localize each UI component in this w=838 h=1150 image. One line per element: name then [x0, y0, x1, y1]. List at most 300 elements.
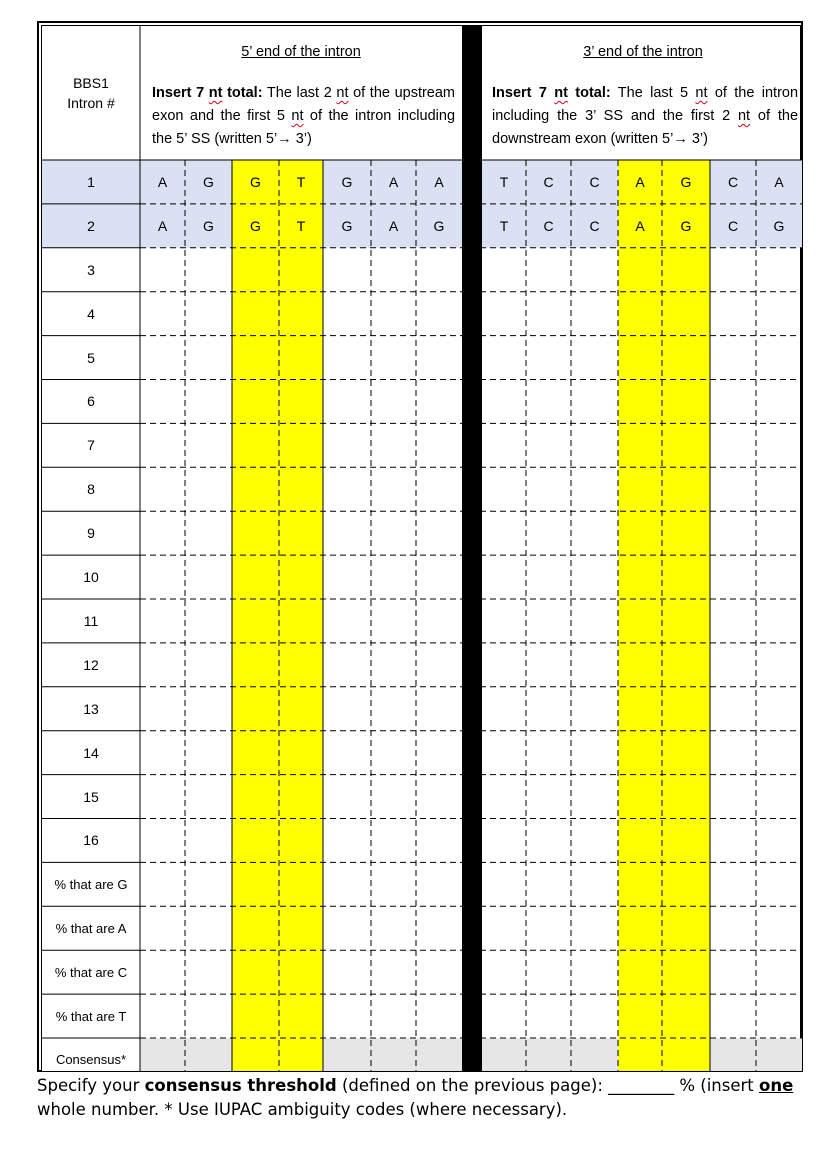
five-prime-nucleotide-cell[interactable]	[232, 555, 279, 599]
five-prime-nucleotide-cell[interactable]	[323, 687, 371, 731]
five-prime-nucleotide-cell: A	[157, 217, 168, 234]
five-prime-nucleotide-cell: A	[388, 217, 399, 234]
five-prime-nucleotide-cell[interactable]	[371, 248, 416, 292]
five-prime-nucleotide-cell[interactable]	[185, 336, 232, 380]
three-prime-nucleotide-cell[interactable]	[571, 775, 618, 819]
five-prime-nucleotide-cell[interactable]	[323, 731, 371, 775]
five-prime-nucleotide-cell[interactable]	[279, 292, 323, 336]
instruction-bold-total: total:	[222, 85, 263, 101]
three-prime-nucleotide-cell[interactable]	[526, 248, 571, 292]
worksheet-table	[37, 21, 803, 1072]
three-prime-nucleotide-cell: A	[635, 217, 645, 234]
five-prime-nucleotide-cell[interactable]	[185, 380, 232, 424]
five-prime-nucleotide-cell[interactable]	[323, 862, 371, 906]
five-prime-nucleotide-cell[interactable]	[323, 248, 371, 292]
three-prime-nucleotide-cell[interactable]	[571, 423, 618, 467]
five-prime-nucleotide-cell[interactable]	[232, 731, 279, 775]
three-prime-nucleotide-cell[interactable]	[756, 643, 802, 687]
five-prime-nucleotide-cell[interactable]	[323, 336, 371, 380]
row-label: 8	[87, 481, 95, 498]
three-prime-nucleotide-cell[interactable]	[482, 467, 526, 511]
instruction-text: of the downstream exon (written 5’→ 3’)	[492, 108, 799, 147]
three-prime-nucleotide-cell[interactable]	[710, 380, 756, 424]
three-prime-nucleotide-cell[interactable]	[756, 775, 802, 819]
five-prime-nucleotide-cell[interactable]	[279, 862, 323, 906]
three-prime-nucleotide-cell[interactable]	[571, 731, 618, 775]
three-prime-nucleotide-cell[interactable]	[571, 511, 618, 555]
three-prime-nucleotide-cell[interactable]	[662, 248, 710, 292]
five-prime-nucleotide-cell: G	[433, 217, 445, 234]
three-prime-nucleotide-cell[interactable]	[571, 906, 618, 950]
five-prime-nucleotide-cell[interactable]	[232, 292, 279, 336]
three-prime-nucleotide-cell[interactable]	[618, 731, 662, 775]
three-prime-nucleotide-cell[interactable]	[571, 467, 618, 511]
footer-text: Specify your	[37, 1076, 145, 1095]
three-prime-nucleotide-cell[interactable]	[571, 336, 618, 380]
five-prime-nucleotide-cell[interactable]	[232, 994, 279, 1038]
three-prime-nucleotide-cell[interactable]	[618, 775, 662, 819]
five-prime-nucleotide-cell[interactable]	[185, 775, 232, 819]
five-prime-nucleotide-cell[interactable]	[140, 862, 185, 906]
three-prime-nucleotide-cell: A	[635, 173, 645, 190]
five-prime-nucleotide-cell[interactable]	[416, 731, 462, 775]
three-prime-nucleotide-cell[interactable]	[526, 643, 571, 687]
five-prime-nucleotide-cell[interactable]	[416, 775, 462, 819]
three-prime-nucleotide-cell[interactable]	[482, 950, 526, 994]
instruction-bold: Insert 7	[492, 85, 555, 101]
five-prime-nucleotide-cell[interactable]	[371, 775, 416, 819]
row-label: 9	[87, 525, 95, 542]
five-prime-nucleotide-cell[interactable]	[416, 380, 462, 424]
three-prime-nucleotide-cell[interactable]	[756, 380, 802, 424]
three-prime-nucleotide-cell[interactable]	[756, 511, 802, 555]
five-prime-nucleotide-cell[interactable]	[416, 423, 462, 467]
five-prime-nucleotide-cell[interactable]	[140, 248, 185, 292]
three-prime-nucleotide-cell[interactable]	[710, 643, 756, 687]
three-prime-nucleotide-cell[interactable]	[662, 292, 710, 336]
five-prime-nucleotide-cell[interactable]	[323, 819, 371, 863]
three-prime-nucleotide-cell[interactable]	[756, 555, 802, 599]
row-label: 2	[87, 217, 95, 234]
three-prime-nucleotide-cell[interactable]	[482, 248, 526, 292]
three-prime-nucleotide-cell[interactable]	[756, 467, 802, 511]
five-prime-nucleotide-cell[interactable]	[232, 423, 279, 467]
three-prime-nucleotide-cell[interactable]	[526, 906, 571, 950]
five-prime-nucleotide-cell[interactable]	[185, 599, 232, 643]
five-prime-nucleotide-cell[interactable]	[232, 687, 279, 731]
three-prime-nucleotide-cell[interactable]	[662, 423, 710, 467]
three-prime-nucleotide-cell[interactable]	[710, 950, 756, 994]
three-prime-nucleotide-cell[interactable]	[618, 950, 662, 994]
three-prime-nucleotide-cell[interactable]	[710, 731, 756, 775]
five-prime-nucleotide-cell[interactable]	[185, 292, 232, 336]
three-prime-nucleotide-cell: A	[774, 173, 784, 190]
three-prime-nucleotide-cell[interactable]	[662, 336, 710, 380]
three-prime-nucleotide-cell[interactable]	[571, 687, 618, 731]
five-prime-nucleotide-cell[interactable]	[185, 643, 232, 687]
five-prime-nucleotide-cell[interactable]	[371, 950, 416, 994]
three-prime-nucleotide-cell[interactable]	[482, 643, 526, 687]
five-prime-nucleotide-cell: G	[341, 173, 353, 190]
three-prime-nucleotide-cell[interactable]	[482, 599, 526, 643]
five-prime-nucleotide-cell[interactable]	[185, 248, 232, 292]
instruction-bold-total: total:	[567, 85, 611, 101]
five-prime-nucleotide-cell[interactable]	[371, 292, 416, 336]
five-prime-nucleotide-cell[interactable]	[185, 819, 232, 863]
three-prime-nucleotide-cell[interactable]	[756, 731, 802, 775]
five-prime-nucleotide-cell[interactable]	[416, 819, 462, 863]
three-prime-nucleotide-cell[interactable]	[526, 599, 571, 643]
five-prime-nucleotide-cell[interactable]	[323, 643, 371, 687]
three-prime-nucleotide-cell[interactable]	[482, 906, 526, 950]
five-prime-nucleotide-cell[interactable]	[140, 292, 185, 336]
three-prime-nucleotide-cell[interactable]	[662, 599, 710, 643]
three-prime-nucleotide-cell[interactable]	[710, 555, 756, 599]
three-prime-nucleotide-cell[interactable]	[618, 511, 662, 555]
three-prime-nucleotide-cell[interactable]	[710, 336, 756, 380]
three-prime-nucleotide-cell[interactable]	[618, 380, 662, 424]
three-prime-nucleotide-cell: G	[680, 217, 692, 234]
five-prime-nucleotide-cell[interactable]	[323, 599, 371, 643]
three-prime-nucleotide-cell[interactable]	[756, 423, 802, 467]
three-prime-nucleotide-cell[interactable]	[526, 819, 571, 863]
five-prime-nucleotide-cell[interactable]	[232, 248, 279, 292]
three-prime-nucleotide-cell[interactable]	[710, 994, 756, 1038]
five-prime-nucleotide-cell[interactable]	[371, 555, 416, 599]
five-prime-nucleotide-cell[interactable]	[371, 511, 416, 555]
five-prime-nucleotide-cell[interactable]	[279, 775, 323, 819]
three-prime-nucleotide-cell[interactable]	[756, 862, 802, 906]
five-prime-nucleotide-cell[interactable]	[279, 643, 323, 687]
five-prime-nucleotide-cell[interactable]	[323, 555, 371, 599]
three-prime-nucleotide-cell[interactable]	[756, 819, 802, 863]
intron-number-label: Intron #	[67, 95, 115, 111]
instruction-text: of the upstream exon and the first 5	[152, 85, 456, 124]
five-prime-nucleotide-cell[interactable]	[416, 336, 462, 380]
three-prime-nucleotide-cell: G	[773, 217, 785, 234]
five-prime-nucleotide-cell[interactable]	[232, 643, 279, 687]
five-prime-nucleotide-cell[interactable]	[279, 994, 323, 1038]
five-prime-nucleotide-cell[interactable]	[371, 862, 416, 906]
five-prime-nucleotide-cell[interactable]	[371, 423, 416, 467]
three-prime-nucleotide-cell[interactable]	[618, 555, 662, 599]
five-prime-nucleotide-cell[interactable]	[140, 511, 185, 555]
five-prime-nucleotide-cell[interactable]	[185, 467, 232, 511]
five-prime-nucleotide-cell[interactable]	[140, 599, 185, 643]
five-prime-nucleotide-cell[interactable]	[185, 731, 232, 775]
five-prime-nucleotide-cell[interactable]	[185, 994, 232, 1038]
three-prime-nucleotide-cell[interactable]	[571, 292, 618, 336]
five-prime-nucleotide-cell[interactable]	[416, 994, 462, 1038]
three-prime-nucleotide-cell[interactable]	[571, 950, 618, 994]
three-prime-nucleotide-cell[interactable]	[526, 687, 571, 731]
three-prime-nucleotide-cell[interactable]	[482, 731, 526, 775]
five-prime-nucleotide-cell[interactable]	[185, 555, 232, 599]
three-prime-nucleotide-cell: C	[589, 173, 600, 190]
five-prime-nucleotide-cell[interactable]	[416, 511, 462, 555]
three-prime-nucleotide-cell[interactable]	[618, 862, 662, 906]
footer-text: whole number. * Use IUPAC ambiguity codes (where necessary).	[37, 1100, 568, 1119]
five-prime-nucleotide-cell[interactable]	[232, 862, 279, 906]
three-prime-nucleotide-cell[interactable]	[482, 994, 526, 1038]
three-prime-nucleotide-cell: C	[727, 173, 739, 190]
five-prime-nucleotide-cell[interactable]	[140, 994, 185, 1038]
five-prime-nucleotide-cell[interactable]	[371, 731, 416, 775]
three-prime-nucleotide-cell[interactable]	[482, 336, 526, 380]
row-label: 10	[83, 569, 99, 586]
three-prime-nucleotide-cell[interactable]	[571, 555, 618, 599]
three-prime-nucleotide-cell[interactable]	[662, 687, 710, 731]
five-prime-nucleotide-cell[interactable]	[416, 555, 462, 599]
three-prime-nucleotide-cell[interactable]	[756, 994, 802, 1038]
three-prime-nucleotide-cell[interactable]	[618, 336, 662, 380]
five-prime-nucleotide-cell[interactable]	[185, 511, 232, 555]
footer-bold-one: one	[759, 1076, 794, 1095]
three-prime-nucleotide-cell[interactable]	[526, 950, 571, 994]
three-prime-nucleotide-cell[interactable]	[526, 511, 571, 555]
three-prime-nucleotide-cell[interactable]	[710, 599, 756, 643]
five-prime-nucleotide-cell[interactable]	[279, 906, 323, 950]
five-prime-nucleotide-cell[interactable]	[140, 950, 185, 994]
nt-abbrev: nt	[291, 108, 304, 124]
three-prime-nucleotide-cell[interactable]	[756, 336, 802, 380]
row-label: 3	[87, 261, 95, 278]
three-prime-nucleotide-cell[interactable]	[482, 380, 526, 424]
three-prime-nucleotide-cell[interactable]	[710, 819, 756, 863]
five-prime-nucleotide-cell[interactable]	[416, 687, 462, 731]
five-prime-nucleotide-cell[interactable]	[323, 511, 371, 555]
row-label: 13	[83, 700, 99, 717]
three-prime-nucleotide-cell[interactable]	[618, 906, 662, 950]
five-prime-nucleotide-cell[interactable]	[416, 292, 462, 336]
three-prime-nucleotide-cell[interactable]	[662, 467, 710, 511]
three-prime-nucleotide-cell[interactable]	[662, 775, 710, 819]
three-prime-nucleotide-cell[interactable]	[482, 862, 526, 906]
three-prime-nucleotide-cell[interactable]	[618, 643, 662, 687]
three-prime-nucleotide-cell[interactable]	[482, 687, 526, 731]
three-prime-nucleotide-cell[interactable]	[571, 862, 618, 906]
five-prime-nucleotide-cell[interactable]	[279, 687, 323, 731]
three-prime-nucleotide-cell[interactable]	[662, 643, 710, 687]
five-prime-nucleotide-cell[interactable]	[140, 775, 185, 819]
three-prime-nucleotide-cell[interactable]	[482, 775, 526, 819]
five-prime-nucleotide-cell[interactable]	[279, 423, 323, 467]
five-prime-nucleotide-cell[interactable]	[323, 423, 371, 467]
five-prime-nucleotide-cell[interactable]	[371, 380, 416, 424]
three-prime-nucleotide-cell[interactable]	[756, 248, 802, 292]
five-prime-nucleotide-cell[interactable]	[279, 819, 323, 863]
five-prime-nucleotide-cell[interactable]	[279, 336, 323, 380]
three-prime-nucleotide-cell: C	[727, 217, 739, 234]
five-prime-nucleotide-cell[interactable]	[140, 731, 185, 775]
three-prime-nucleotide-cell[interactable]	[710, 906, 756, 950]
three-prime-nucleotide-cell[interactable]	[662, 819, 710, 863]
three-prime-nucleotide-cell[interactable]	[526, 423, 571, 467]
five-prime-nucleotide-cell[interactable]	[416, 862, 462, 906]
five-prime-nucleotide-cell[interactable]	[185, 687, 232, 731]
three-prime-nucleotide-cell[interactable]	[526, 555, 571, 599]
row-label: 12	[83, 656, 99, 673]
three-prime-nucleotide-cell: C	[543, 217, 554, 234]
three-prime-nucleotide-cell: T	[499, 217, 509, 234]
five-prime-nucleotide-cell[interactable]	[185, 950, 232, 994]
three-prime-nucleotide-cell[interactable]	[618, 994, 662, 1038]
three-prime-nucleotide-cell[interactable]	[662, 511, 710, 555]
five-prime-nucleotide-cell[interactable]	[371, 336, 416, 380]
five-prime-nucleotide-cell[interactable]	[323, 467, 371, 511]
five-prime-nucleotide-cell[interactable]	[416, 906, 462, 950]
five-prime-nucleotide-cell[interactable]	[232, 775, 279, 819]
table-inner-border	[41, 25, 801, 1070]
three-prime-nucleotide-cell[interactable]	[482, 292, 526, 336]
five-prime-nucleotide-cell[interactable]	[279, 731, 323, 775]
three-prime-nucleotide-cell[interactable]	[482, 423, 526, 467]
three-prime-nucleotide-cell[interactable]	[618, 687, 662, 731]
five-prime-nucleotide-cell[interactable]	[232, 380, 279, 424]
three-prime-nucleotide-cell[interactable]	[526, 862, 571, 906]
five-prime-nucleotide-cell[interactable]	[323, 994, 371, 1038]
five-prime-nucleotide-cell[interactable]	[232, 511, 279, 555]
five-prime-nucleotide-cell[interactable]	[323, 292, 371, 336]
five-prime-nucleotide-cell[interactable]	[185, 862, 232, 906]
five-prime-nucleotide-cell[interactable]	[279, 380, 323, 424]
five-prime-nucleotide-cell[interactable]	[232, 950, 279, 994]
five-prime-nucleotide-cell[interactable]	[371, 906, 416, 950]
five-prime-nucleotide-cell[interactable]	[323, 775, 371, 819]
five-prime-nucleotide-cell[interactable]	[323, 380, 371, 424]
five-prime-nucleotide-cell[interactable]	[371, 687, 416, 731]
three-prime-nucleotide-cell[interactable]	[662, 380, 710, 424]
three-prime-nucleotide-cell[interactable]	[571, 643, 618, 687]
five-prime-instruction	[152, 82, 455, 151]
three-prime-nucleotide-cell[interactable]	[571, 599, 618, 643]
five-prime-nucleotide-cell[interactable]	[416, 643, 462, 687]
three-prime-nucleotide-cell[interactable]	[618, 292, 662, 336]
five-prime-nucleotide-cell[interactable]	[416, 467, 462, 511]
five-prime-nucleotide-cell[interactable]	[140, 336, 185, 380]
three-prime-nucleotide-cell[interactable]	[571, 819, 618, 863]
five-prime-nucleotide-cell[interactable]	[279, 599, 323, 643]
five-prime-nucleotide-cell[interactable]	[232, 467, 279, 511]
five-prime-nucleotide-cell[interactable]	[232, 819, 279, 863]
five-prime-nucleotide-cell[interactable]	[416, 599, 462, 643]
five-prime-nucleotide-cell[interactable]	[416, 248, 462, 292]
five-prime-nucleotide-cell[interactable]	[323, 950, 371, 994]
three-prime-nucleotide-cell[interactable]	[618, 423, 662, 467]
footer-text: (defined on the previous page): ________ % (insert	[336, 1076, 760, 1095]
five-prime-nucleotide-cell[interactable]	[140, 555, 185, 599]
five-prime-nucleotide-cell[interactable]	[279, 467, 323, 511]
three-prime-nucleotide-cell[interactable]	[526, 775, 571, 819]
three-prime-nucleotide-cell[interactable]	[618, 467, 662, 511]
three-prime-nucleotide-cell[interactable]	[710, 423, 756, 467]
three-prime-nucleotide-cell[interactable]	[662, 862, 710, 906]
five-prime-nucleotide-cell[interactable]	[140, 906, 185, 950]
nt-abbrev: nt	[208, 85, 223, 101]
three-prime-nucleotide-cell[interactable]	[756, 687, 802, 731]
three-prime-nucleotide-cell[interactable]	[571, 380, 618, 424]
five-prime-nucleotide-cell[interactable]	[185, 423, 232, 467]
three-prime-nucleotide-cell[interactable]	[526, 994, 571, 1038]
three-prime-nucleotide-cell: G	[680, 173, 692, 190]
five-prime-title: 5’ end of the intron	[241, 44, 361, 60]
five-prime-nucleotide-cell[interactable]	[232, 336, 279, 380]
five-prime-nucleotide-cell[interactable]	[371, 599, 416, 643]
three-prime-nucleotide-cell[interactable]	[571, 994, 618, 1038]
three-prime-nucleotide-cell[interactable]	[482, 819, 526, 863]
three-prime-nucleotide-cell[interactable]	[618, 248, 662, 292]
three-prime-nucleotide-cell[interactable]	[662, 994, 710, 1038]
row-label: 1	[87, 173, 95, 190]
five-prime-nucleotide-cell[interactable]	[323, 906, 371, 950]
five-prime-nucleotide-cell[interactable]	[140, 643, 185, 687]
five-prime-nucleotide-cell[interactable]	[279, 555, 323, 599]
five-prime-nucleotide-cell[interactable]	[185, 906, 232, 950]
three-prime-nucleotide-cell[interactable]	[756, 950, 802, 994]
three-prime-nucleotide-cell[interactable]	[526, 467, 571, 511]
five-prime-nucleotide-cell[interactable]	[140, 467, 185, 511]
five-prime-nucleotide-cell[interactable]	[140, 819, 185, 863]
five-prime-nucleotide-cell[interactable]	[371, 467, 416, 511]
three-prime-nucleotide-cell[interactable]	[662, 906, 710, 950]
three-prime-nucleotide-cell[interactable]	[710, 687, 756, 731]
five-prime-nucleotide-cell[interactable]	[279, 511, 323, 555]
three-prime-nucleotide-cell[interactable]	[710, 775, 756, 819]
five-prime-nucleotide-cell[interactable]	[279, 950, 323, 994]
five-prime-nucleotide-cell[interactable]	[232, 906, 279, 950]
five-prime-nucleotide-cell: G	[203, 173, 214, 190]
three-prime-nucleotide-cell[interactable]	[710, 467, 756, 511]
three-prime-nucleotide-cell[interactable]	[710, 292, 756, 336]
five-prime-nucleotide-cell: A	[388, 173, 399, 190]
three-prime-nucleotide-cell[interactable]	[662, 950, 710, 994]
five-prime-nucleotide-cell: G	[341, 217, 353, 234]
instruction-text: The last 2	[262, 85, 337, 101]
three-prime-nucleotide-cell[interactable]	[526, 292, 571, 336]
five-prime-nucleotide-cell[interactable]	[279, 248, 323, 292]
three-prime-nucleotide-cell[interactable]	[618, 599, 662, 643]
three-prime-nucleotide-cell[interactable]	[571, 248, 618, 292]
three-prime-nucleotide-cell[interactable]	[482, 555, 526, 599]
three-prime-nucleotide-cell[interactable]	[756, 906, 802, 950]
three-prime-nucleotide-cell[interactable]	[526, 380, 571, 424]
three-prime-nucleotide-cell[interactable]	[662, 555, 710, 599]
five-prime-nucleotide-cell[interactable]	[140, 687, 185, 731]
row-label: 6	[87, 393, 95, 410]
three-prime-nucleotide-cell[interactable]	[756, 292, 802, 336]
three-prime-nucleotide-cell[interactable]	[662, 731, 710, 775]
three-prime-nucleotide-cell[interactable]	[526, 336, 571, 380]
three-prime-nucleotide-cell: C	[589, 217, 600, 234]
five-prime-nucleotide-cell[interactable]	[371, 819, 416, 863]
five-prime-nucleotide-cell[interactable]	[371, 994, 416, 1038]
row-label: 5	[87, 349, 95, 366]
three-prime-nucleotide-cell[interactable]	[756, 599, 802, 643]
row-label: 11	[83, 612, 99, 629]
five-prime-nucleotide-cell[interactable]	[140, 380, 185, 424]
five-prime-nucleotide-cell[interactable]	[232, 599, 279, 643]
five-prime-nucleotide-cell[interactable]	[416, 950, 462, 994]
three-prime-nucleotide-cell[interactable]	[710, 862, 756, 906]
three-prime-nucleotide-cell[interactable]	[482, 511, 526, 555]
row-label: 7	[87, 437, 95, 454]
five-prime-nucleotide-cell[interactable]	[371, 643, 416, 687]
three-prime-nucleotide-cell[interactable]	[710, 248, 756, 292]
three-prime-nucleotide-cell[interactable]	[710, 511, 756, 555]
three-prime-nucleotide-cell[interactable]	[526, 731, 571, 775]
three-prime-nucleotide-cell[interactable]	[618, 819, 662, 863]
five-prime-nucleotide-cell[interactable]	[140, 423, 185, 467]
